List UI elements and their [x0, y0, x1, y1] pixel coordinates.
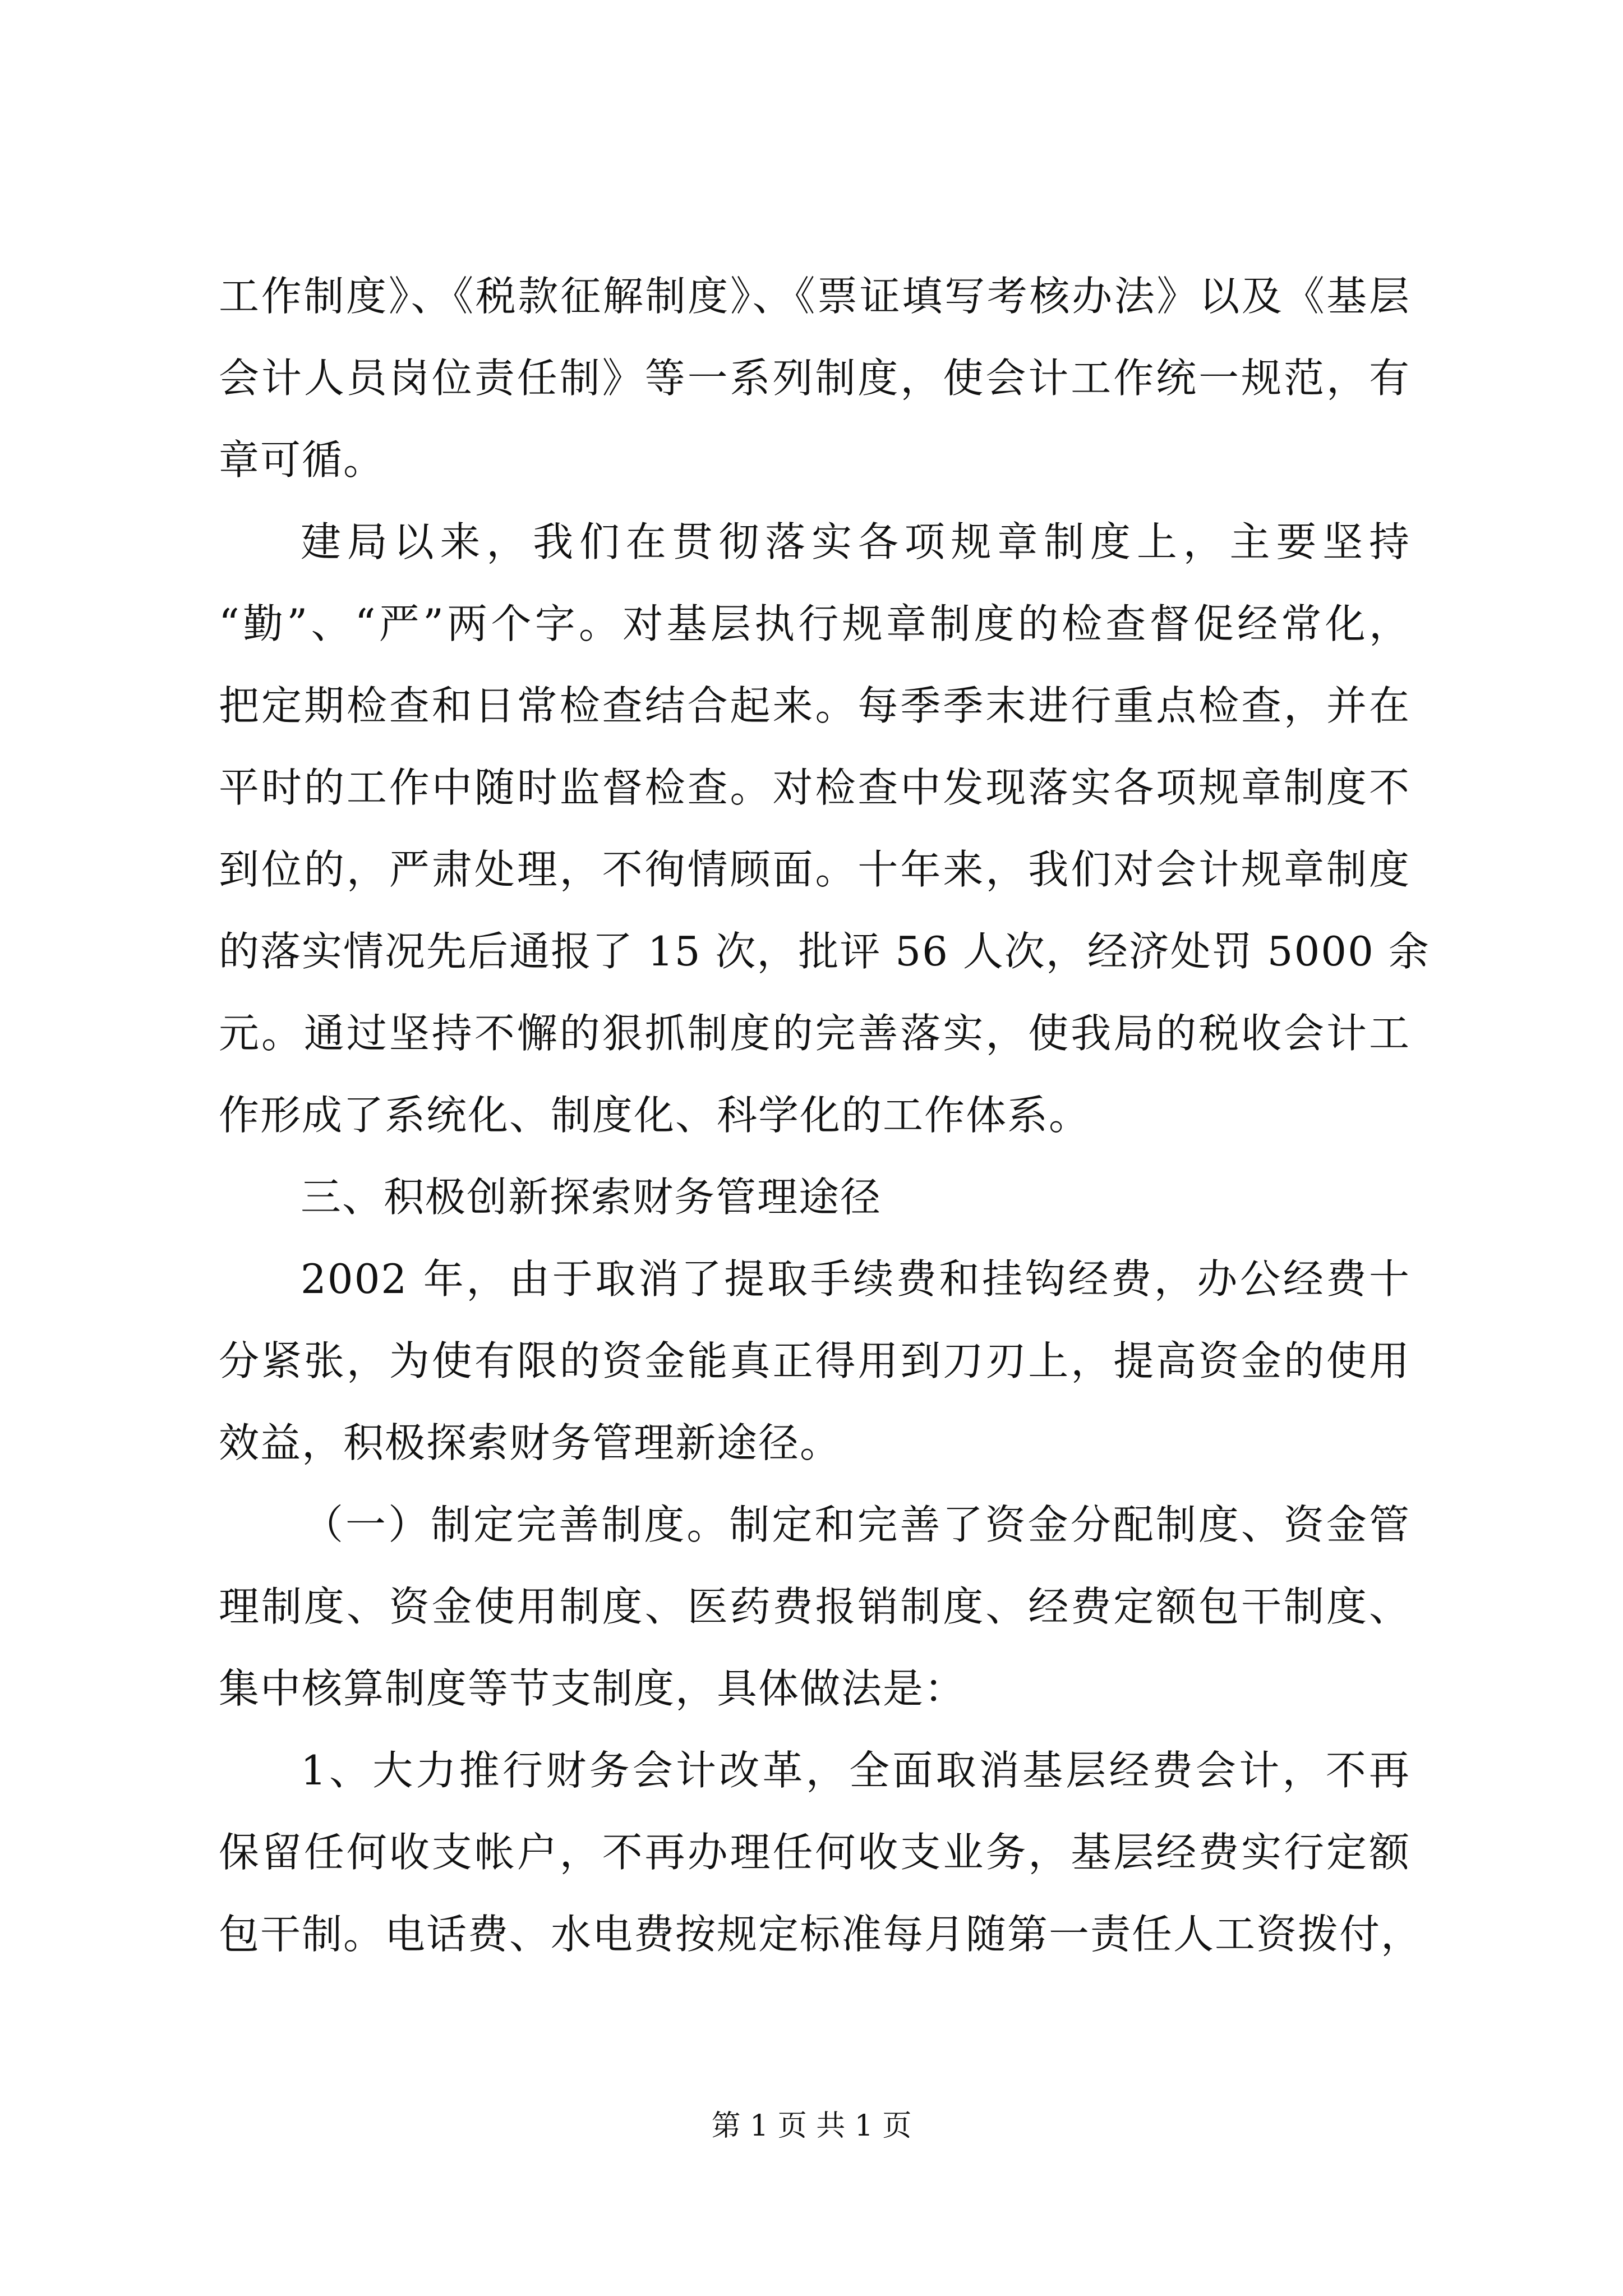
- text-line: 分紧张，为使有限的资金能真正得用到刀刃上，提高资金的使用: [219, 1337, 1410, 1384]
- text-line: 包干制。电话费、水电费按规定标准每月随第一责任人工资拨付，: [219, 1911, 1423, 1958]
- text-line: 章可循。: [219, 436, 385, 484]
- text-line: 平时的工作中随时监督检查。对检查中发现落实各项规章制度不: [219, 764, 1410, 811]
- document-body: [219, 255, 1430, 1975]
- text-line: 会计人员岗位责任制》等一系列制度，使会计工作统一规范，有: [219, 355, 1410, 402]
- text-line: 保留任何收支帐户，不再办理任何收支业务，基层经费实行定额: [219, 1829, 1410, 1876]
- page-number-footer: 第 1 页 共 1 页: [711, 2109, 912, 2143]
- text-line: 到位的，严肃处理，不徇情顾面。十年来，我们对会计规章制度: [219, 846, 1410, 893]
- text-line: 效益，积极探索财务管理新途径。: [219, 1419, 842, 1466]
- text-line: “勤”、“严”两个字。对基层执行规章制度的检查督促经常化，: [219, 600, 1410, 647]
- text-line: （一）制定完善制度。制定和完善了资金分配制度、资金管: [303, 1501, 1410, 1548]
- text-line: 把定期检查和日常检查结合起来。每季季末进行重点检查，并在: [219, 682, 1410, 729]
- text-line: 工作制度》、《税款征解制度》、《票证填写考核办法》以及《基层: [219, 273, 1410, 320]
- text-line: 集中核算制度等节支制度，具体做法是：: [219, 1665, 966, 1712]
- section-heading: 三、积极创新探索财务管理途径: [301, 1174, 882, 1221]
- text-line: 1、大力推行财务会计改革，全面取消基层经费会计，不再: [301, 1747, 1410, 1794]
- text-line: 建局以来，我们在贯彻落实各项规章制度上，主要坚持: [301, 518, 1410, 565]
- text-line: 作形成了系统化、制度化、科学化的工作体系。: [219, 1092, 1091, 1139]
- text-line: 的落实情况先后通报了 15 次，批评 56 人次，经济处罚 5000 余: [219, 928, 1430, 975]
- text-line: 2002 年，由于取消了提取手续费和挂钩经费，办公经费十: [301, 1255, 1410, 1303]
- text-line: 理制度、资金使用制度、医药费报销制度、经费定额包干制度、: [219, 1583, 1410, 1630]
- text-line: 元。通过坚持不懈的狠抓制度的完善落实，使我局的税收会计工: [219, 1010, 1410, 1057]
